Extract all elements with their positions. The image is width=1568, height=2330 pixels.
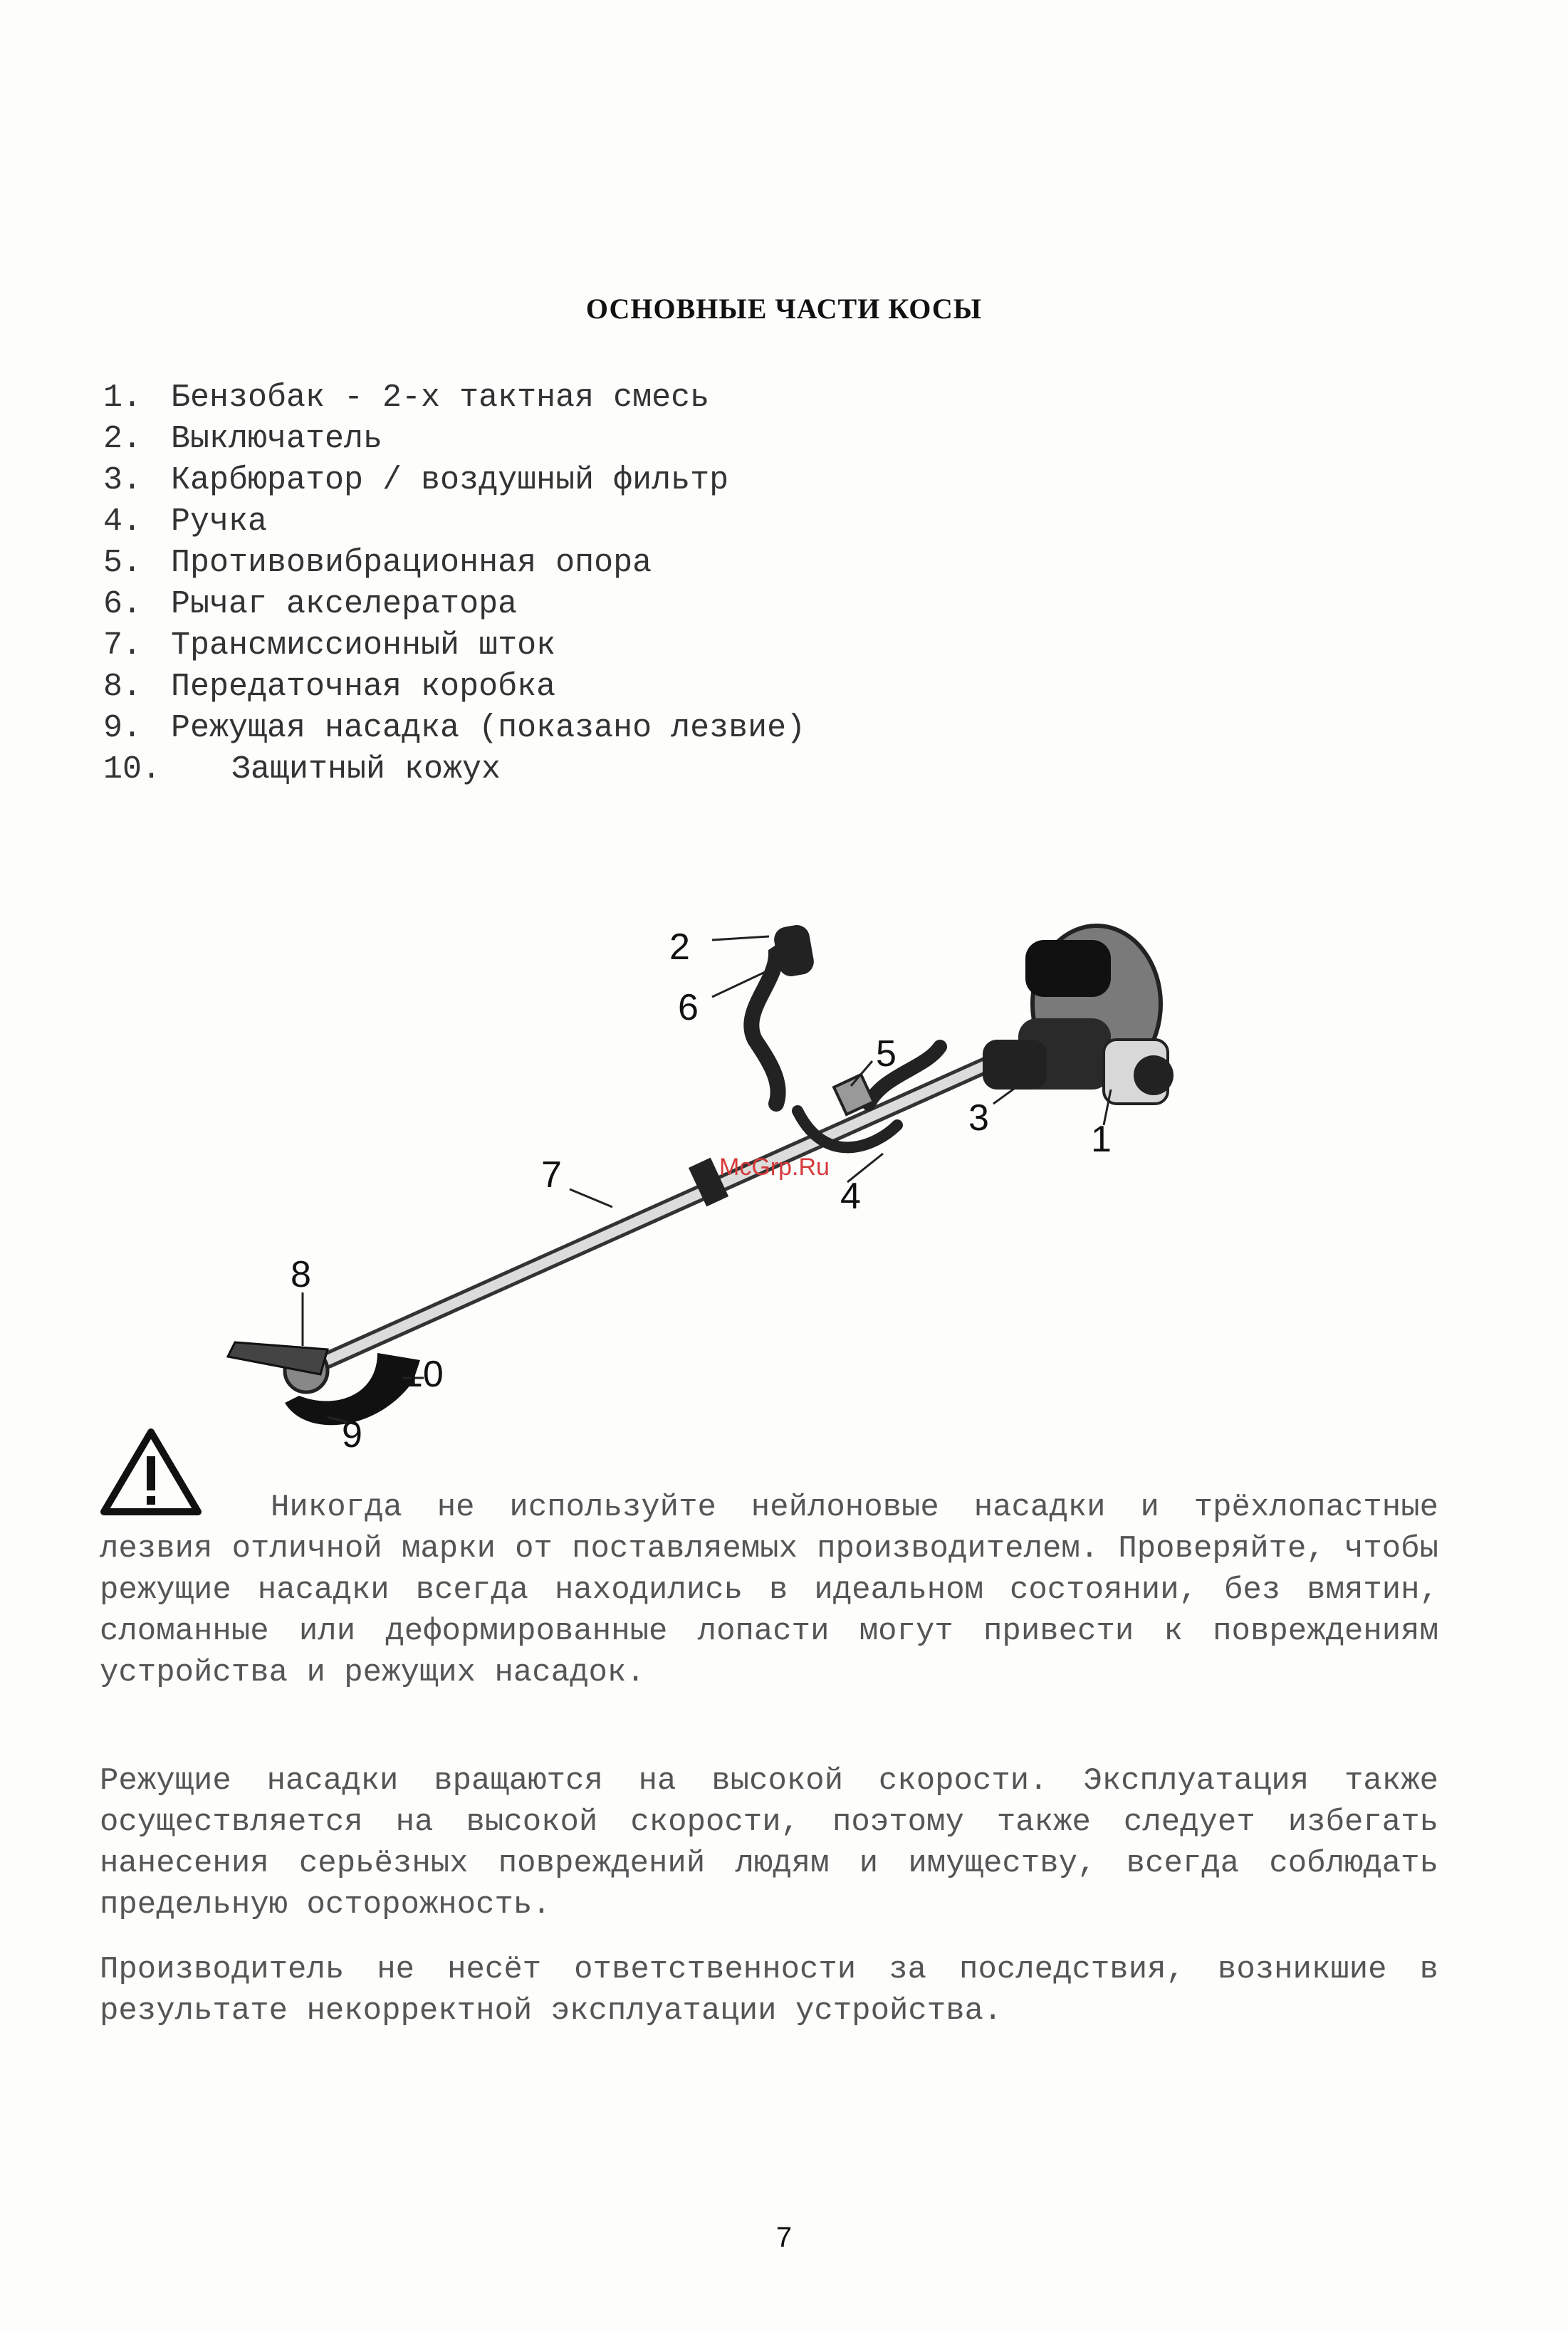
callout-5: 5 bbox=[876, 1033, 897, 1075]
callout-7: 7 bbox=[541, 1154, 562, 1196]
callout-1: 1 bbox=[1091, 1119, 1112, 1160]
list-item: 1. Бензобак - 2-х тактная смесь bbox=[103, 380, 710, 416]
list-item: 7. Трансмиссионный шток bbox=[103, 627, 556, 664]
parts-list bbox=[103, 377, 805, 790]
page-title: ОСНОВНЫЕ ЧАСТИ КОСЫ bbox=[585, 293, 983, 325]
callout-10: 10 bbox=[402, 1354, 444, 1395]
list-item: 10. Защитный кожух bbox=[103, 751, 501, 788]
list-item: 8. Передаточная коробка bbox=[103, 669, 556, 705]
list-item: 4. Ручка bbox=[103, 503, 268, 540]
callout-2: 2 bbox=[669, 926, 690, 968]
list-item: 6. Рычаг акселератора bbox=[103, 586, 518, 622]
page-number: 7 bbox=[775, 2222, 793, 2253]
callout-6: 6 bbox=[678, 987, 699, 1028]
list-item: 9. Режущая насадка (показано лезвие) bbox=[103, 710, 806, 746]
callout-4: 4 bbox=[840, 1176, 861, 1217]
watermark: McGrp.Ru bbox=[719, 1154, 830, 1181]
body-paragraph: Режущие насадки вращаются на высокой скорости. Эксплуатация также осуществляется на высокой скорости, поэтому также следует избегать нанесения серьёзных повреждений людям и имуществу, всегда соблюдать предельную осторожность. bbox=[100, 1763, 1438, 1923]
list-item: 3. Карбюратор / воздушный фильтр bbox=[103, 462, 729, 498]
body-paragraph: Производитель не несёт ответственности за последствия, возникшие в результате некорректной эксплуатации устройства. bbox=[100, 1952, 1438, 2029]
callout-8: 8 bbox=[291, 1254, 311, 1295]
brushcutter-illustration bbox=[214, 911, 1211, 1495]
list-item: 2. Выключатель bbox=[103, 421, 383, 457]
warning-paragraph: Никогда не используйте нейлоновые насадки и трёхлопастные лезвия отличной марки от поставляемых производителем. Проверяйте, чтобы режущие насадки всегда находились в идеальном состоянии, без вмятин, сломанные или деформированные лопасти могут привести к повреждениям устройства и режущих насадок. bbox=[100, 1490, 1438, 1691]
brushcutter-figure bbox=[214, 911, 1211, 1495]
list-item: 5. Противовибрационная опора bbox=[103, 545, 652, 581]
callout-9: 9 bbox=[342, 1414, 362, 1456]
callout-3: 3 bbox=[968, 1097, 989, 1139]
